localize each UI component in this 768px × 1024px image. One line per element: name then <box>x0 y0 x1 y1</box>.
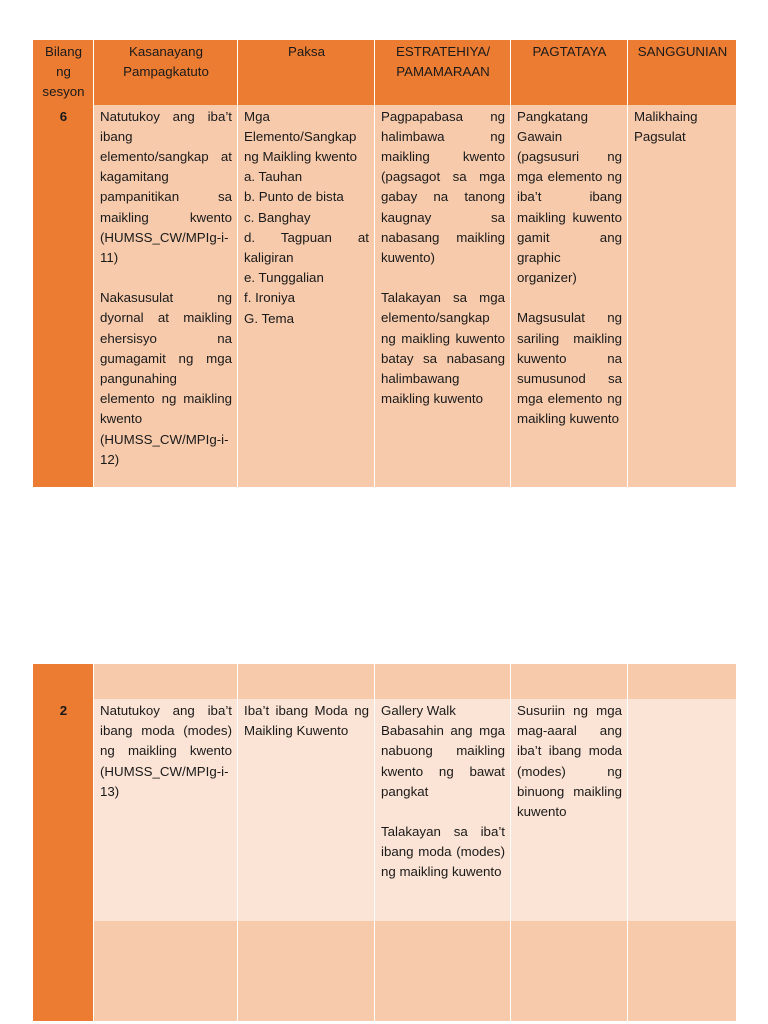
table-row <box>33 921 736 1021</box>
header-sanggunian: SANGGUNIAN <box>628 40 736 105</box>
pagtataya-text: Pangkatang Gawain (pagsusuri ng mga elemento ng iba’t ibang maikling kuwento gamit ang graphic organizer) <box>517 108 622 286</box>
session-number: 2 <box>33 699 94 921</box>
lesson-table-2 <box>33 664 736 1021</box>
kasanayan-cell <box>94 105 238 487</box>
empty-header-cell <box>375 664 511 699</box>
lesson-table-1 <box>33 40 736 487</box>
pagtataya-cell <box>511 105 628 487</box>
empty-cell <box>94 921 238 1021</box>
paksa-intro: Mga Elemento/Sangkap ng Maikling kwento <box>244 108 358 165</box>
header-estratehiya: ESTRATEHIYA/ PAMAMARAAN <box>375 40 511 105</box>
empty-header-cell <box>94 664 238 699</box>
empty-cell <box>375 921 511 1021</box>
estratehiya-text: Talakayan sa iba’t ibang moda (modes) ng maikling kuwento <box>381 824 505 880</box>
estratehiya-cell <box>375 105 511 487</box>
paksa-cell <box>238 699 375 921</box>
empty-header-cell <box>511 664 628 699</box>
estratehiya-text: Pagpapabasa ng halimbawa ng maikling kwento (pagsagot sa mga gabay na tanong kaugnay sa nabasang maikling kuwento) <box>381 108 505 266</box>
header-bilang: Bilang ng sesyon <box>33 40 94 105</box>
table-row <box>33 699 736 921</box>
empty-header-cell <box>33 664 94 699</box>
empty-cell <box>33 921 94 1021</box>
pagtataya-text: Susuriin ng mga mag-aaral ang iba’t ibang moda (modes) ng binuong maikling kuwento <box>517 703 622 820</box>
kasanayan-text: Natutukoy ang iba’t ibang moda (modes) ng maikling kwento (HUMSS_CW/MPIg-i-13) <box>100 703 232 799</box>
empty-cell <box>238 921 375 1021</box>
pagtataya-cell <box>511 699 628 921</box>
estratehiya-text: Talakayan sa mga elemento/sangkap ng maikling kuwento batay sa nabasang halimbawang maikling kuwento <box>381 290 505 407</box>
empty-cell <box>511 921 628 1021</box>
session-number: 6 <box>33 105 94 487</box>
sanggunian-cell <box>628 105 736 487</box>
empty-header-cell <box>628 664 736 699</box>
paksa-list: a. Tauhan b. Punto de bista c. Banghay d. Tagpuan at kaligiran e. Tunggalian f. Ironiya G. Tema <box>244 169 369 326</box>
header-pagtataya: PAGTATAYA <box>511 40 628 105</box>
table-header-row <box>33 40 736 105</box>
kasanayan-text: Natutukoy ang iba’t ibang elemento/sangkap at kagamitang pampanitikan sa maikling kwento (HUMSS_CW/MPIg-i-11) <box>100 108 232 266</box>
kasanayan-cell <box>94 699 238 921</box>
sanggunian-text: Malikhaing Pagsulat <box>634 108 698 144</box>
pagtataya-text: Magsusulat ng sariling maikling kuwento na sumusunod sa mga elemento ng maikling kuwento <box>517 310 622 427</box>
kasanayan-text: Nakasusulat ng dyornal at maikling ehersisyo na gumagamit ng mga pangunahing elemento ng maikling kwento (HUMSS_CW/MPIg-i-12) <box>100 290 232 467</box>
estratehiya-cell <box>375 699 511 921</box>
table-row <box>33 105 736 487</box>
empty-cell <box>628 921 736 1021</box>
paksa-text: Iba’t ibang Moda ng Maikling Kuwento <box>244 703 369 739</box>
paksa-cell <box>238 105 375 487</box>
header-kasanayan: Kasanayang Pampagkatuto <box>94 40 238 105</box>
empty-header-cell <box>238 664 375 699</box>
header-paksa: Paksa <box>238 40 375 105</box>
sanggunian-cell <box>628 699 736 921</box>
table-header-row <box>33 664 736 699</box>
estratehiya-title: Gallery Walk <box>381 703 456 718</box>
estratehiya-text: Babasahin ang mga nabuong maikling kwento ng bawat pangkat <box>381 723 505 799</box>
